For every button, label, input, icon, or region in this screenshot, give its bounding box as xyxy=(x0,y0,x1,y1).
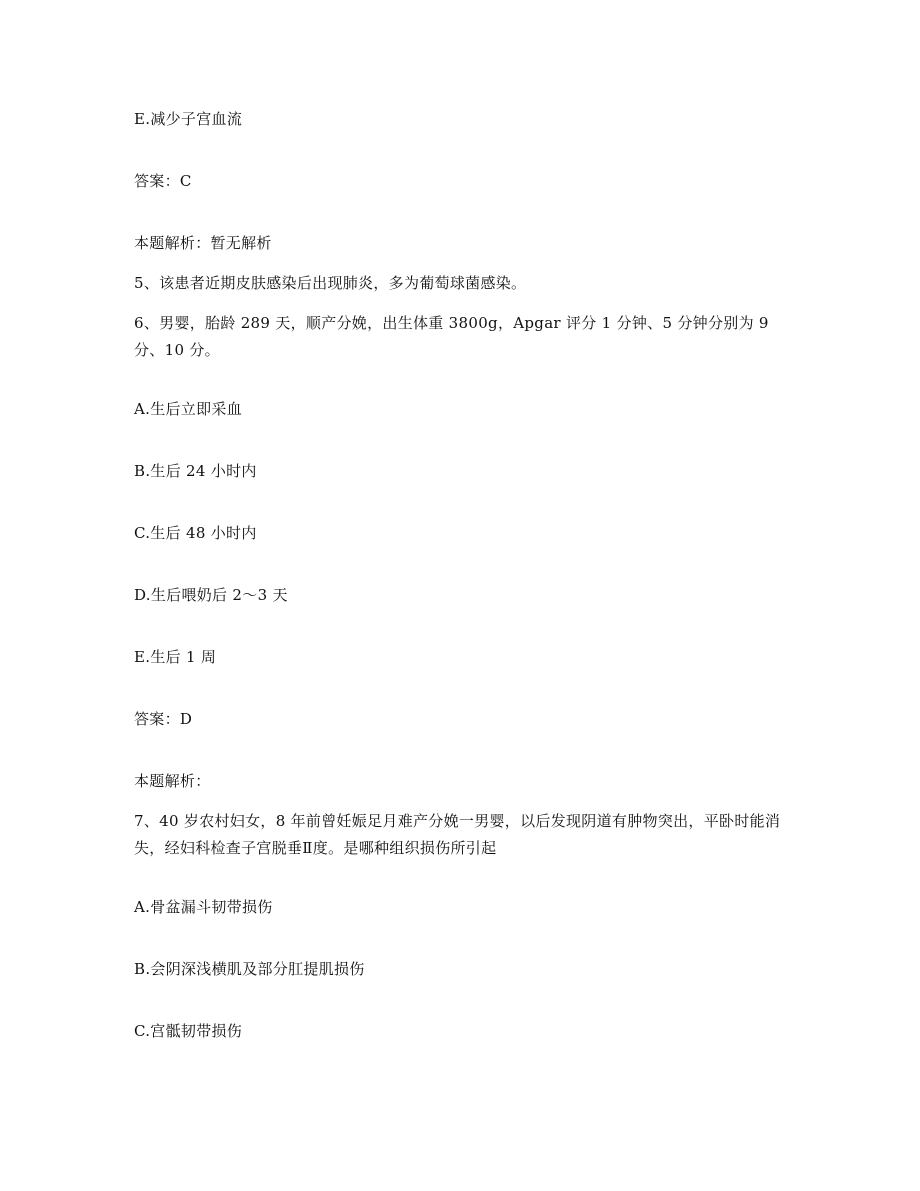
q4-analysis: 本题解析：暂无解析 xyxy=(134,234,272,252)
q4-option-e: E.减少子宫血流 xyxy=(134,110,243,128)
q7-option-a: A.骨盆漏斗韧带损伤 xyxy=(134,898,273,916)
q7-option-c: C.宫骶韧带损伤 xyxy=(134,1022,243,1040)
q6-option-e: E.生后 1 周 xyxy=(134,648,217,666)
q6-option-c: C.生后 48 小时内 xyxy=(134,524,257,542)
q5-text: 5、该患者近期皮肤感染后出现肺炎，多为葡萄球菌感染。 xyxy=(134,274,527,292)
q6-answer: 答案：D xyxy=(134,710,193,728)
q4-answer: 答案：C xyxy=(134,172,192,190)
q6-option-b: B.生后 24 小时内 xyxy=(134,462,257,480)
q6-option-a: A.生后立即采血 xyxy=(134,400,243,418)
q6-stem: 6、男婴，胎龄 289 天，顺产分娩，出生体重 3800g，Apgar 评分 1 分钟、5 分钟分别为 9 分、10 分。 xyxy=(134,314,769,359)
q6-option-d: D.生后喂奶后 2～3 天 xyxy=(134,586,288,604)
q7-option-b: B.会阴深浅横肌及部分肛提肌损伤 xyxy=(134,960,365,978)
q7-stem: 7、40 岁农村妇女，8 年前曾妊娠足月难产分娩一男婴，以后发现阴道有肿物突出，平卧时能消失，经妇科检查子宫脱垂Ⅱ度。是哪种组织损伤所引起 xyxy=(134,812,781,857)
q6-analysis: 本题解析： xyxy=(134,772,211,790)
